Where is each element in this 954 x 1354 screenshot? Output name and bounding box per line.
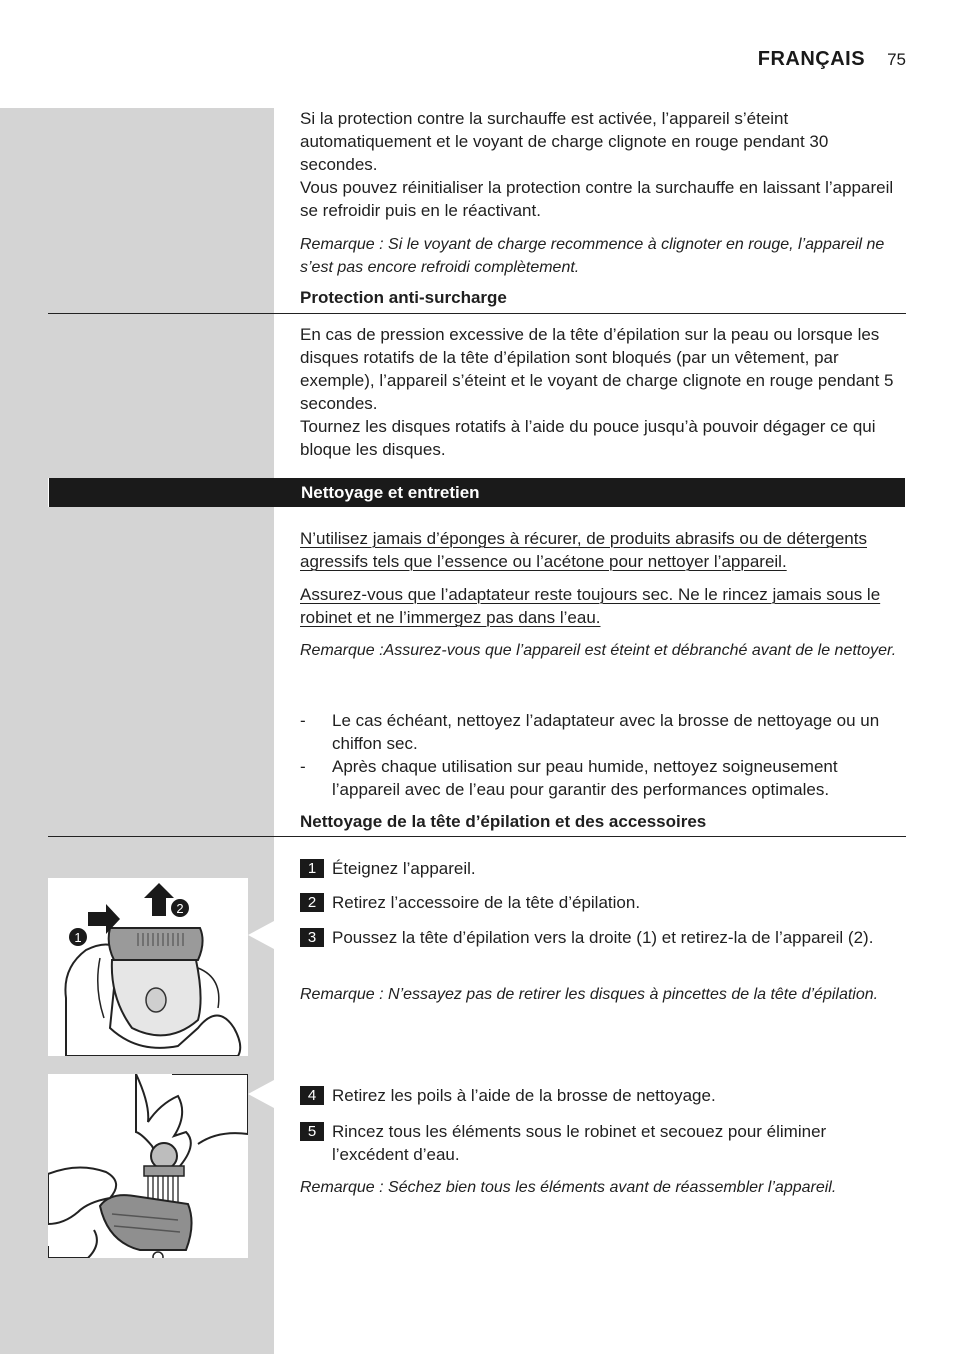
epilator-removal-illustration — [48, 878, 248, 1056]
step-number: 5 — [300, 1122, 324, 1141]
step-3 — [300, 926, 906, 949]
overload-section — [300, 323, 906, 461]
step-text: Retirez l’accessoire de la tête d’épilation. — [332, 893, 641, 912]
step-text: Rincez tous les éléments sous le robinet et secouez pour éliminer l’excédent d’eau. — [332, 1122, 827, 1164]
step-number: 1 — [300, 859, 324, 878]
step-text: Éteignez l’appareil. — [332, 859, 476, 878]
overheat-paragraph-1: Si la protection contre la surchauffe est activée, l’appareil s’éteint automatiquement et le voyant de charge clignote en rouge pendant 30 secondes. — [300, 109, 829, 174]
bullet-text: Après chaque utilisation sur peau humide, nettoyez soigneusement l’appareil avec de l’eau pour garantir des performances optimales. — [332, 757, 838, 799]
callout-2: 2 — [176, 901, 184, 916]
step-number: 3 — [300, 928, 324, 947]
cleaning-title: Nettoyage et entretien — [301, 483, 480, 502]
overheat-note: Remarque : Si le voyant de charge recommence à clignoter en rouge, l’appareil ne s’est pas encore refroidi complètement. — [300, 236, 885, 276]
list-item — [300, 755, 906, 801]
head-cleaning-title: Nettoyage de la tête d’épilation et des accessoires — [300, 812, 707, 831]
step-text: Poussez la tête d’épilation vers la droite (1) et retirez-la de l’appareil (2). — [332, 928, 874, 947]
cleaning-banner — [48, 478, 905, 507]
bullet-dash: - — [300, 757, 306, 776]
overload-title: Protection anti-surcharge — [300, 288, 507, 307]
step-number: 4 — [300, 1086, 324, 1105]
callout-1: 1 — [74, 930, 82, 945]
cleaning-section — [300, 527, 906, 662]
bullet-dash: - — [300, 711, 306, 730]
page-header — [758, 48, 906, 71]
step-1 — [300, 857, 906, 880]
language-label: FRANÇAIS — [757, 48, 866, 70]
cleaning-warning-2: Assurez-vous que l’adaptateur reste toujours sec. Ne le rincez jamais sous le robinet et ne l’immergez pas dans l’eau. — [300, 585, 881, 627]
overheat-section — [300, 107, 906, 279]
bullet-text: Le cas échéant, nettoyez l’adaptateur avec la brosse de nettoyage ou un chiffon sec. — [332, 711, 880, 753]
head-cleaning-note-2: Remarque : Séchez bien tous les éléments avant de réassembler l’appareil. — [300, 1179, 837, 1196]
step-4 — [300, 1084, 906, 1107]
brush-cleaning-illustration — [48, 1074, 248, 1258]
step-5 — [300, 1120, 906, 1166]
section-rule — [48, 313, 906, 314]
list-item — [300, 709, 906, 755]
step-2 — [300, 891, 906, 914]
overload-paragraph-2: Tournez les disques rotatifs à l’aide du pouce jusqu’à pouvoir dégager ce qui bloque les disques. — [300, 417, 876, 459]
page-number: 75 — [887, 50, 906, 69]
callout-pointer — [248, 1080, 274, 1108]
overload-paragraph-1: En cas de pression excessive de la tête d’épilation sur la peau ou lorsque les disques rotatifs de la tête d’épilation sont bloqués (par un vêtement, par exemple), l’appareil s’éteint et le voyant de charge clignote en rouge pendant 5 secondes. — [300, 325, 894, 413]
cleaning-warning-1: N’utilisez jamais d’éponges à récurer, de produits abrasifs ou de détergents agressifs tels que l’essence ou l’acétone pour nettoyer l’appareil. — [300, 529, 867, 571]
section-rule — [48, 836, 906, 837]
step-text: Retirez les poils à l’aide de la brosse de nettoyage. — [332, 1086, 716, 1105]
callout-pointer — [248, 921, 274, 949]
overheat-paragraph-2: Vous pouvez réinitialiser la protection contre la surchauffe en laissant l’appareil se refroidir puis en le réactivant. — [300, 178, 894, 220]
cleaning-note: Remarque :Assurez-vous que l’appareil est éteint et débranché avant de le nettoyer. — [300, 642, 897, 659]
step-number: 2 — [300, 893, 324, 912]
head-cleaning-note-1: Remarque : N’essayez pas de retirer les disques à pincettes de la tête d’épilation. — [300, 986, 879, 1003]
